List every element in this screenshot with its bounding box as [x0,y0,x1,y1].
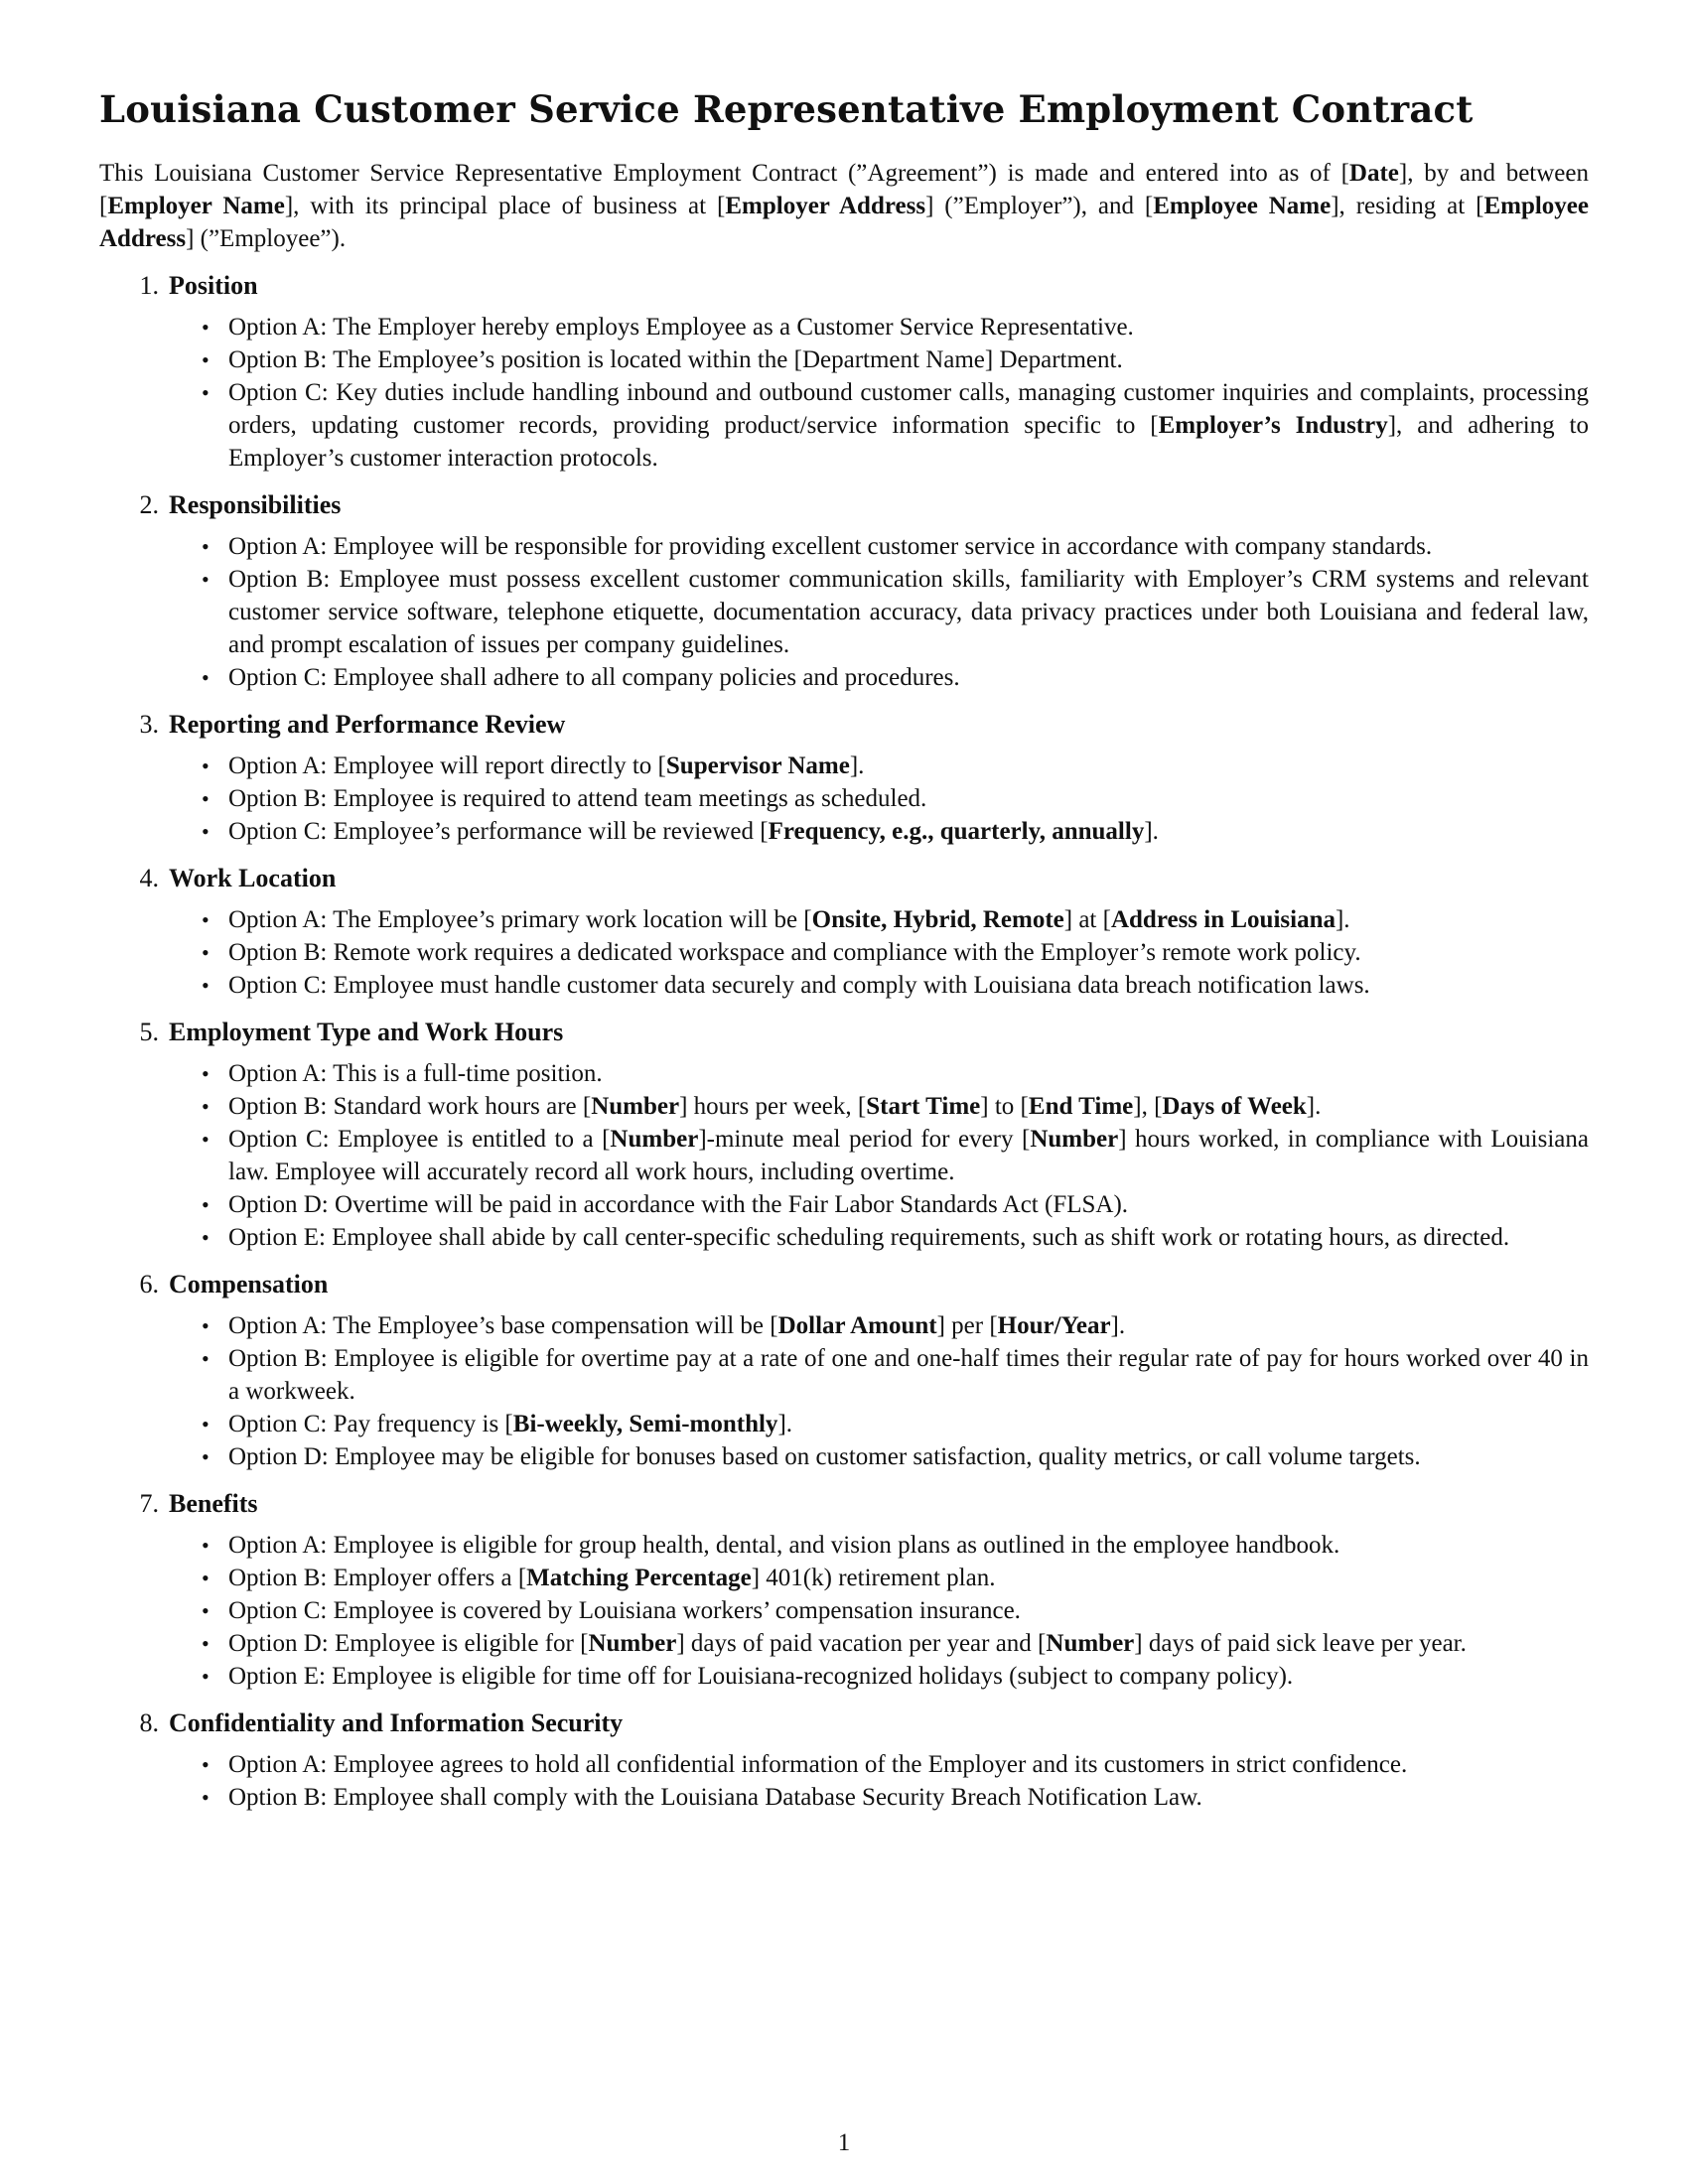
placeholder-field: Number [610,1126,699,1154]
text-run: Option A: Employee is eligible for group health, dental, and vision plans as outlined in the employee handbook. [228,1532,1340,1560]
section-heading [99,708,1589,742]
option-item [202,969,1589,1002]
placeholder-field: Number [591,1093,680,1121]
contract-section [99,269,1589,475]
option-item [202,311,1589,343]
bullet-icon: • [202,1664,210,1690]
bullet-icon: • [202,315,210,341]
option-item [202,1123,1589,1188]
text-run: ] to [ [980,1093,1029,1121]
bullet-icon: • [202,940,210,966]
section-number: 5. [139,1018,159,1047]
section-heading [99,862,1589,895]
section-heading [99,269,1589,303]
placeholder-field: Bi-weekly, Semi-monthly [512,1411,778,1438]
text-run: Option B: Employee must possess excellent customer communication skills, familiarity with Employer’s CRM systems and relevant customer service software, telephone etiquette, documentation accuracy, data privacy practices under both Louisiana and federal law, and prompt escalation of issues per company guidelines. [228,566,1589,659]
text-run: ] days of paid vacation per year and [ [676,1630,1047,1658]
option-list [99,1748,1589,1814]
placeholder-field: Number [1030,1126,1119,1154]
option-item [202,1562,1589,1594]
text-run: ] days of paid sick leave per year. [1134,1630,1467,1658]
bullet-icon: • [202,973,210,999]
section-number: 1. [139,271,159,301]
option-item [202,1660,1589,1693]
section-title: Compensation [169,1270,329,1299]
bullet-icon: • [202,1631,210,1657]
placeholder-field: Address in Louisiana [1110,906,1336,934]
bullet-icon: • [202,1192,210,1218]
contract-section [99,862,1589,1002]
bullet-icon: • [202,534,210,560]
option-list [99,750,1589,848]
bullet-icon: • [202,1061,210,1087]
section-number: 8. [139,1708,159,1738]
contract-section [99,1706,1589,1814]
section-title: Responsibilities [169,490,342,520]
bullet-icon: • [202,380,210,406]
option-list [99,903,1589,1002]
bullet-icon: • [202,1598,210,1624]
section-number: 3. [139,710,159,740]
text-run: ] hours worked, in compliance with Louisiana law. Employee will accurately record all work hours, including overtime. [228,1126,1589,1186]
text-run: Option B: Standard work hours are [ [228,1093,592,1121]
placeholder-field: Number [588,1630,677,1658]
text-run: Option B: Employee is required to attend team meetings as scheduled. [228,785,927,813]
option-item [202,903,1589,936]
section-heading [99,1016,1589,1049]
text-run: ], residing at [ [1331,193,1484,220]
option-item [202,1594,1589,1627]
option-list [99,1309,1589,1473]
bullet-icon: • [202,1127,210,1153]
option-item [202,1781,1589,1814]
contract-section [99,488,1589,694]
bullet-icon: • [202,907,210,933]
document-title: Louisiana Customer Service Representative Employment Contract [99,87,1474,131]
text-run: ]-minute meal period for every [ [698,1126,1031,1154]
option-item [202,1748,1589,1781]
text-run: Option B: Employee shall comply with the Louisiana Database Security Breach Notification Law. [228,1784,1202,1812]
option-item [202,530,1589,563]
placeholder-field: End Time [1028,1093,1134,1121]
option-list [99,311,1589,475]
placeholder-field: Onsite, Hybrid, Remote [811,906,1064,934]
text-run: Option A: Employee will report directly to [ [228,752,666,780]
text-run: Option C: Employee is covered by Louisiana workers’ compensation insurance. [228,1597,1021,1625]
text-run: Option A: Employee will be responsible for providing excellent customer service in accordance with company standards. [228,533,1433,561]
option-item [202,1090,1589,1123]
option-list [99,1529,1589,1693]
text-run: Option C: Employee’s performance will be reviewed [ [228,818,769,846]
option-item [202,1529,1589,1562]
bullet-icon: • [202,1225,210,1251]
text-run: ] (”Employee”). [186,225,347,253]
contract-section [99,1268,1589,1473]
bullet-icon: • [202,1412,210,1437]
text-run: Option C: Employee must handle customer data securely and comply with Louisiana data breach notification laws. [228,972,1370,1000]
section-number: 6. [139,1270,159,1299]
bullet-icon: • [202,819,210,845]
option-list [99,530,1589,694]
document-page [99,87,1589,1828]
bullet-icon: • [202,1346,210,1372]
placeholder-field: Frequency, e.g., quarterly, annually [768,818,1145,846]
bullet-icon: • [202,786,210,812]
option-item [202,936,1589,969]
bullet-icon: • [202,665,210,691]
text-run: Option D: Overtime will be paid in accordance with the Fair Labor Standards Act (FLSA). [228,1191,1129,1219]
placeholder-field: Employer’s Industry [1158,412,1388,440]
bullet-icon: • [202,567,210,593]
option-item [202,1440,1589,1473]
text-run: ] at [ [1063,906,1111,934]
section-heading [99,488,1589,522]
section-heading [99,1487,1589,1521]
section-title: Benefits [169,1489,258,1519]
text-run: Option C: Key duties include handling inbound and outbound customer calls, managing customer inquiries and complaints, processing orders, updating customer records, providing product/service information specific to [ [228,379,1589,440]
contract-section [99,708,1589,848]
placeholder-field: Employee Name [1153,193,1332,220]
placeholder-field: Matching Percentage [526,1565,752,1592]
bullet-icon: • [202,347,210,373]
placeholder-field: Employer Name [107,193,285,220]
text-run: This Louisiana Customer Service Representative Employment Contract (”Agreement”) is made and entered into as of [99,160,1341,188]
option-item [202,1057,1589,1090]
intro-paragraph [99,157,1589,255]
option-item [202,1221,1589,1254]
option-item [202,1188,1589,1221]
text-run: ] 401(k) retirement plan. [751,1565,996,1592]
text-run: ]. [1144,818,1159,846]
bullet-icon: • [202,1313,210,1339]
section-title: Work Location [169,864,337,893]
text-run: Option B: Remote work requires a dedicated workspace and compliance with the Employer’s remote work policy. [228,939,1361,967]
text-run: ] per [ [936,1312,998,1340]
text-run: Option D: Employee may be eligible for bonuses based on customer satisfaction, quality metrics, or call volume targets. [228,1443,1421,1471]
option-list [99,1057,1589,1254]
text-run: [ [1340,160,1349,188]
bullet-icon: • [202,1094,210,1120]
placeholder-field: Date [1348,160,1399,188]
text-run: Option B: Employee is eligible for overtime pay at a rate of one and one-half times their regular rate of pay for hours worked over 40 in a workweek. [228,1345,1589,1406]
text-run: Option E: Employee shall abide by call center-specific scheduling requirements, such as shift work or rotating hours, as directed. [228,1224,1510,1252]
option-item [202,563,1589,661]
placeholder-field: Number [1046,1630,1135,1658]
option-item [202,1342,1589,1408]
bullet-icon: • [202,1444,210,1470]
section-heading [99,1706,1589,1740]
text-run: Option A: Employee agrees to hold all confidential information of the Employer and its customers in strict confidence. [228,1751,1408,1779]
placeholder-field: Days of Week [1162,1093,1307,1121]
text-run: Option C: Employee shall adhere to all company policies and procedures. [228,664,960,692]
placeholder-field: Dollar Amount [777,1312,937,1340]
section-heading [99,1268,1589,1301]
text-run: Option C: Employee is entitled to a [ [228,1126,611,1154]
placeholder-field: Start Time [866,1093,981,1121]
bullet-icon: • [202,1566,210,1591]
placeholder-field: Employee Address [99,193,1589,253]
text-run: Option E: Employee is eligible for time off for Louisiana-recognized holidays (subject to company policy). [228,1663,1294,1691]
text-run: ], and adhering to Employer’s customer interaction protocols. [228,412,1589,473]
text-run: ] (”Employer”), and [ [925,193,1154,220]
section-title: Confidentiality and Information Security [169,1708,624,1738]
text-run: ], [ [1133,1093,1163,1121]
contract-section [99,1487,1589,1693]
option-item [202,661,1589,694]
placeholder-field: Employer Address [725,193,926,220]
section-number: 2. [139,490,159,520]
option-item [202,343,1589,376]
placeholder-field: Supervisor Name [665,752,850,780]
text-run: Option A: The Employee’s primary work location will be [ [228,906,812,934]
option-item [202,782,1589,815]
option-item [202,1627,1589,1660]
text-run: Option D: Employee is eligible for [ [228,1630,589,1658]
bullet-icon: • [202,1785,210,1811]
option-item [202,1309,1589,1342]
contract-section [99,1016,1589,1254]
text-run: ], with its principal place of business at [ [284,193,726,220]
section-title: Employment Type and Work Hours [169,1018,564,1047]
section-title: Position [169,271,258,301]
text-run: ]. [777,1411,793,1438]
option-item [202,376,1589,475]
text-run: ]. [849,752,865,780]
section-number: 4. [139,864,159,893]
section-number: 7. [139,1489,159,1519]
bullet-icon: • [202,753,210,779]
text-run: ]. [1335,906,1350,934]
option-item [202,750,1589,782]
text-run: Option A: The Employer hereby employs Employee as a Customer Service Representative. [228,314,1134,341]
bullet-icon: • [202,1533,210,1559]
section-title: Reporting and Performance Review [169,710,566,740]
text-run: ], by and between [ [99,160,1590,220]
text-run: Option C: Pay frequency is [ [228,1411,513,1438]
text-run: Option A: The Employee’s base compensation will be [ [228,1312,778,1340]
option-item [202,815,1589,848]
placeholder-field: Hour/Year [997,1312,1111,1340]
sections-list [99,269,1589,1814]
text-run: ]. [1306,1093,1322,1121]
page-number: 1 [837,2129,851,2156]
option-item [202,1408,1589,1440]
text-run: Option B: The Employee’s position is located within the [Department Name] Department. [228,346,1123,374]
text-run: ]. [1110,1312,1126,1340]
text-run: Option A: This is a full-time position. [228,1060,603,1088]
text-run: Option B: Employer offers a [ [228,1565,527,1592]
text-run: ] hours per week, [ [679,1093,867,1121]
bullet-icon: • [202,1752,210,1778]
